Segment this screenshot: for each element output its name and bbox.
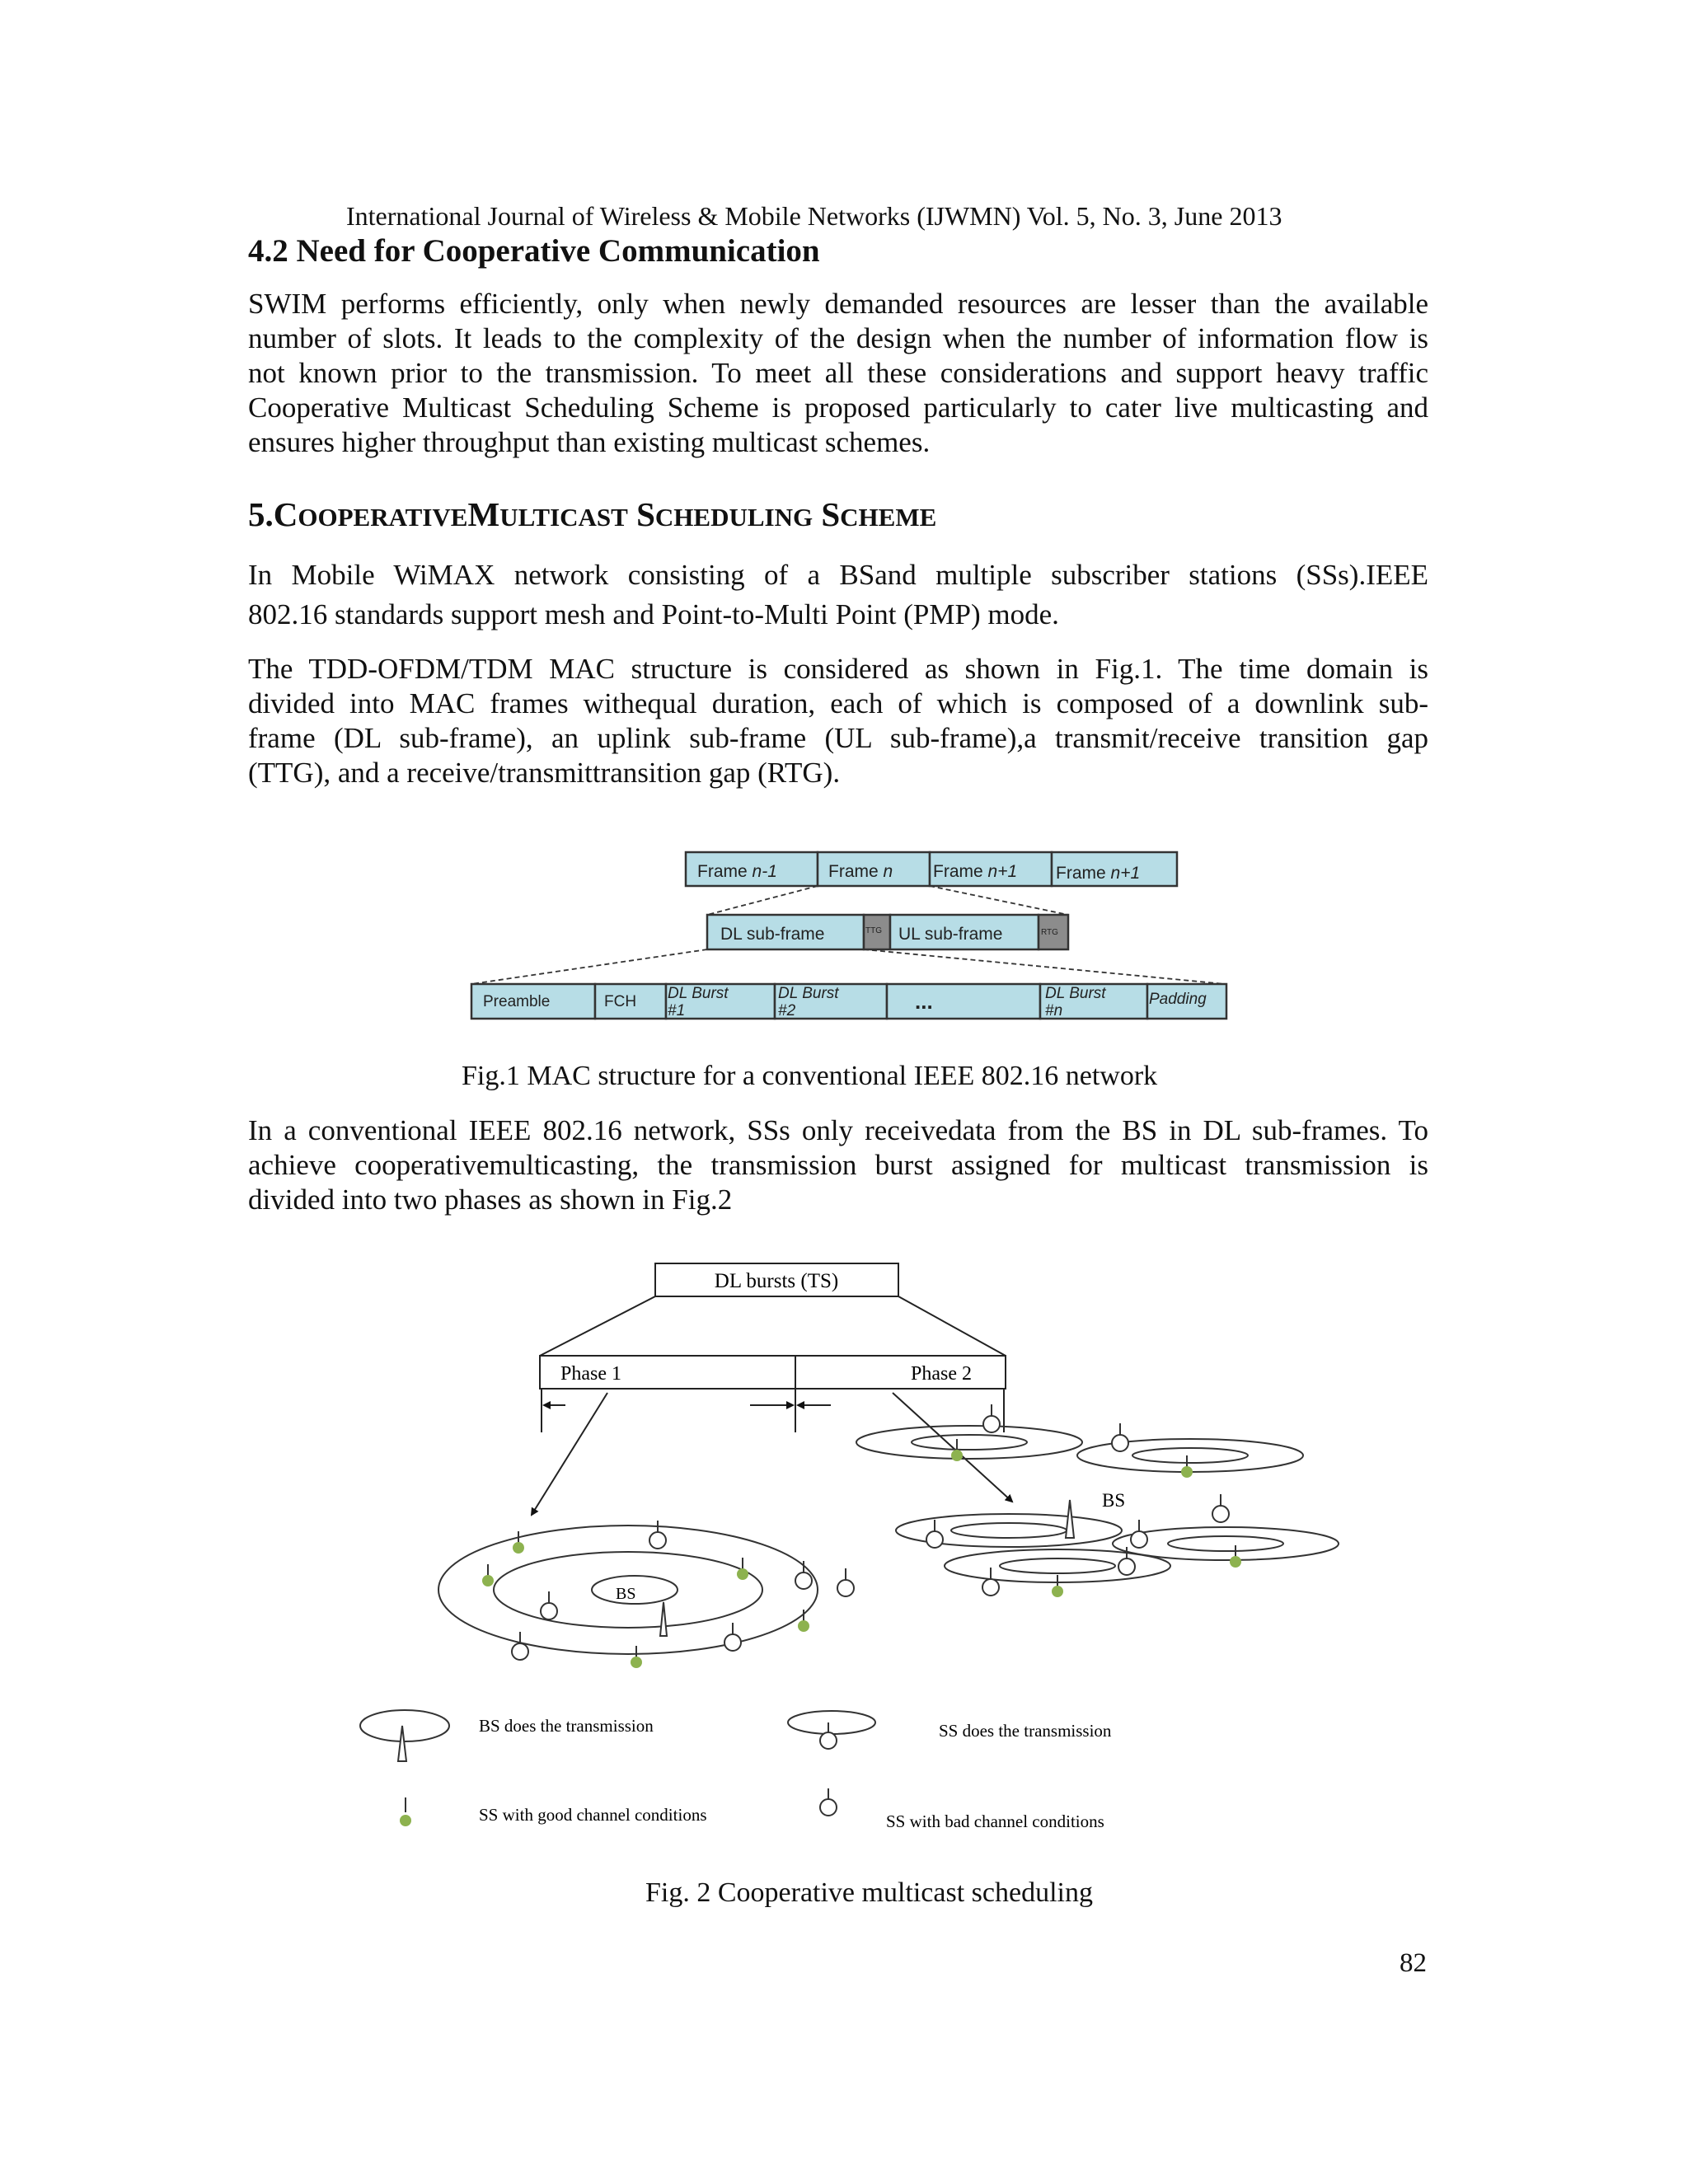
text-line: number of slots. It leads to the complexity of the design when the number of information flow is [248,322,1428,354]
bs-antenna-icon [1066,1500,1074,1538]
page-number: 82 [1400,1948,1427,1978]
phase2-label: Phase 2 [911,1363,972,1385]
text-line: frame (DL sub-frame), an uplink sub-frame (UL sub-frame),a transmit/receive transition gap [248,722,1428,754]
ss-good-node-icon [951,1450,963,1461]
frame-label: Frame n [828,862,893,881]
ul-subframe-label: UL sub-frame [898,925,1003,944]
ss-bad-node-icon [1131,1531,1147,1548]
legend-ss-tx-label: SS does the transmission [939,1721,1112,1741]
legend-bad-label: SS with bad channel conditions [886,1811,1104,1831]
text-line: In Mobile WiMAX network consisting of a BSand multiple subscriber stations (SSs).IEEE [248,559,1428,591]
burst-label: #n [1045,1002,1063,1019]
section-5-paragraph-1 [248,555,1428,635]
bs-antenna-icon [660,1602,667,1636]
coverage-ring [856,1426,1082,1459]
ss-bad-node-icon [795,1572,812,1589]
legend-good-dot-icon [400,1815,411,1826]
ss-bad-node-icon [983,1416,1000,1432]
section-5-title [248,494,936,534]
ss-good-node-icon [482,1575,494,1586]
ss-bad-node-icon [982,1579,999,1596]
bs-label: BS [1102,1490,1126,1511]
fig2-cooperative-multicast-diagram [346,1253,1368,1846]
section-4-2-title: 4.2 Need for Cooperative Communication [248,233,820,269]
fch-label: FCH [604,993,637,1010]
legend-bs-ring [360,1710,449,1741]
ellipsis-label: ... [915,989,933,1014]
legend-bad-node-icon [820,1799,837,1816]
fig1-caption: Fig.1 MAC structure for a conventional IEEE 802.16 network [462,1061,1158,1091]
ss-good-node-icon [737,1568,748,1580]
ss-bad-node-icon [724,1634,741,1651]
ss-bad-node-icon [512,1643,528,1660]
dl-subframe-label: DL sub-frame [720,925,825,944]
burst-label: #2 [778,1002,796,1019]
padding-label: Padding [1149,991,1207,1008]
burst-label: DL Burst [668,985,729,1002]
ttg-label: TTG [865,926,882,935]
text-line: (TTG), and a receive/transmittransition gap (RTG). [248,757,841,789]
fig2-caption: Fig. 2 Cooperative multicast scheduling [645,1877,1093,1908]
burst-label: #1 [668,1002,686,1019]
preamble-label: Preamble [483,993,551,1010]
burst-label: DL Burst [1045,985,1106,1002]
burst-label: DL Burst [778,985,839,1002]
phase1-label: Phase 1 [560,1363,621,1385]
ss-good-node-icon [1230,1556,1241,1568]
text-line: achieve cooperativemulticasting, the transmission burst assigned for multicast transmission is [248,1149,1428,1181]
phase2-box [795,1356,1006,1389]
ss-good-node-icon [1052,1586,1063,1597]
heading-part: OOPERATIVE [298,503,468,532]
text-line: not known prior to the transmission. To meet all these considerations and support heavy traffic [248,357,1428,389]
ss-bad-node-icon [1112,1435,1128,1451]
coverage-ring [1168,1536,1283,1551]
heading-part: M [467,495,500,533]
heading-part: ULTICAST [499,503,628,532]
ss-good-node-icon [1181,1466,1193,1478]
ss-good-node-icon [631,1657,642,1668]
heading-part: S [636,495,655,533]
coverage-ring [1132,1448,1248,1463]
journal-header: International Journal of Wireless & Mobile Networks (IJWMN) Vol. 5, No. 3, June 2013 [346,201,1282,231]
heading-part: S [821,495,841,533]
frame-label: Frame n+1 [1056,864,1141,883]
ss-bad-node-icon [1212,1506,1229,1522]
coverage-ring [1000,1558,1115,1573]
text-line: ensures higher throughput than existing multicast schemes. [248,426,931,458]
heading-part: CHEDULING [654,503,814,532]
text-line: Cooperative Multicast Scheduling Scheme is proposed particularly to cater live multicasting and [248,391,1428,424]
fig1-mac-structure-diagram [462,841,1253,1022]
section-4-2-paragraph [248,287,1428,460]
coverage-ring [951,1523,1067,1538]
legend-good-label: SS with good channel conditions [479,1805,707,1825]
heading-part: 5. [248,495,274,533]
text-line: 802.16 standards support mesh and Point-to-Multi Point (PMP) mode. [248,598,1059,630]
coverage-ring [912,1435,1027,1450]
ss-bad-node-icon [926,1531,943,1548]
legend-ss-node-icon [820,1732,837,1749]
frame-label: Frame n-1 [697,862,777,881]
text-line: divided into two phases as shown in Fig.2 [248,1183,733,1216]
legend-ss-ring [788,1711,875,1734]
heading-part: CHEME [840,503,937,532]
ss-bad-node-icon [649,1532,666,1549]
dl-bursts-label: DL bursts (TS) [714,1270,839,1292]
ss-bad-node-icon [837,1580,854,1596]
text-line: divided into MAC frames withequal duration, each of which is composed of a downlink sub- [248,687,1428,719]
ss-good-node-icon [513,1542,524,1554]
frame-label: Frame n+1 [933,862,1018,881]
rtg-label: RTG [1041,928,1058,937]
ss-good-node-icon [798,1620,809,1632]
legend-bs-tx-label: BS does the transmission [479,1716,654,1736]
ss-bad-node-icon [1118,1558,1135,1575]
bs-label: BS [616,1585,636,1603]
dl-burst-ellipsis-box [887,984,1040,1019]
text-line: In a conventional IEEE 802.16 network, SSs only receivedata from the BS in DL sub-frames. To [248,1114,1428,1146]
text-line: SWIM performs efficiently, only when newly demanded resources are lesser than the available [248,288,1428,320]
heading-part: C [273,495,298,533]
legend-bs-antenna-icon [398,1726,406,1761]
ss-bad-node-icon [541,1603,557,1619]
section-5-paragraph-2 [248,652,1428,790]
text-line: The TDD-OFDM/TDM MAC structure is considered as shown in Fig.1. The time domain is [248,653,1428,685]
paragraph-3 [248,1113,1428,1217]
